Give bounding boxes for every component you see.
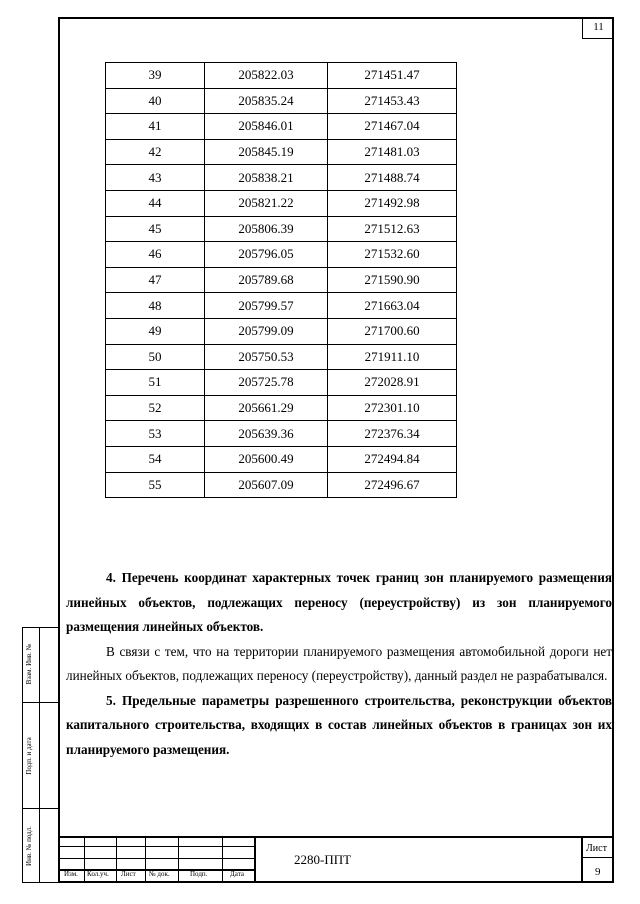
point-number-cell: 40 xyxy=(106,88,205,114)
side-label-podp: Подп. и дата xyxy=(25,737,33,775)
table-row xyxy=(106,267,457,293)
y-coordinate-cell: 271512.63 xyxy=(328,216,457,242)
x-coordinate-cell: 205845.19 xyxy=(205,139,328,165)
x-coordinate-cell: 205799.57 xyxy=(205,293,328,319)
point-number-cell: 44 xyxy=(106,190,205,216)
section-4 xyxy=(66,566,612,762)
point-number-cell: 49 xyxy=(106,318,205,344)
table-row xyxy=(106,216,457,242)
y-coordinate-cell: 271467.04 xyxy=(328,114,457,140)
x-coordinate-cell: 205806.39 xyxy=(205,216,328,242)
point-number-cell: 51 xyxy=(106,370,205,396)
point-number-cell: 53 xyxy=(106,421,205,447)
y-coordinate-cell: 272496.67 xyxy=(328,472,457,498)
x-coordinate-cell: 205661.29 xyxy=(205,395,328,421)
x-coordinate-cell: 205838.21 xyxy=(205,165,328,191)
tb-izm: Изм. xyxy=(64,870,78,878)
x-coordinate-cell: 205822.03 xyxy=(205,63,328,89)
y-coordinate-cell: 272301.10 xyxy=(328,395,457,421)
tb-koluch: Кол.уч. xyxy=(87,870,109,878)
side-strip xyxy=(22,627,58,883)
point-number-cell: 46 xyxy=(106,242,205,268)
point-number-cell: 45 xyxy=(106,216,205,242)
table-row xyxy=(106,472,457,498)
side-label-vzam: Взам. Инв. № xyxy=(25,643,33,685)
table-row xyxy=(106,165,457,191)
sheet-number: 9 xyxy=(595,866,601,878)
y-coordinate-cell: 271451.47 xyxy=(328,63,457,89)
point-number-cell: 42 xyxy=(106,139,205,165)
point-number-cell: 47 xyxy=(106,267,205,293)
side-label-inv: Инв. № подл. xyxy=(25,826,33,866)
table-row xyxy=(106,63,457,89)
y-coordinate-cell: 271481.03 xyxy=(328,139,457,165)
y-coordinate-cell: 271663.04 xyxy=(328,293,457,319)
x-coordinate-cell: 205789.68 xyxy=(205,267,328,293)
x-coordinate-cell: 205799.09 xyxy=(205,318,328,344)
section-5-heading: 5. Предельные параметры разрешенного строительства, реконструкции объектов капитального строительства, входящих в состав линейных объектов в границах зон их планируемого размещения. xyxy=(66,692,612,757)
table-row xyxy=(106,421,457,447)
table-row xyxy=(106,293,457,319)
point-number-cell: 50 xyxy=(106,344,205,370)
x-coordinate-cell: 205639.36 xyxy=(205,421,328,447)
sheet-label: Лист xyxy=(586,843,607,854)
table-row xyxy=(106,395,457,421)
table-row xyxy=(106,88,457,114)
table-row xyxy=(106,318,457,344)
table-row xyxy=(106,114,457,140)
y-coordinate-cell: 272028.91 xyxy=(328,370,457,396)
x-coordinate-cell: 205607.09 xyxy=(205,472,328,498)
table-row xyxy=(106,190,457,216)
tb-data: Дата xyxy=(230,870,244,878)
document-code: 2280-ППТ xyxy=(294,852,352,867)
point-number-cell: 48 xyxy=(106,293,205,319)
table-row xyxy=(106,344,457,370)
y-coordinate-cell: 271488.74 xyxy=(328,165,457,191)
table-row xyxy=(106,139,457,165)
x-coordinate-cell: 205750.53 xyxy=(205,344,328,370)
coordinates-table xyxy=(105,62,457,498)
point-number-cell: 39 xyxy=(106,63,205,89)
x-coordinate-cell: 205725.78 xyxy=(205,370,328,396)
table-row xyxy=(106,446,457,472)
x-coordinate-cell: 205835.24 xyxy=(205,88,328,114)
x-coordinate-cell: 205846.01 xyxy=(205,114,328,140)
point-number-cell: 55 xyxy=(106,472,205,498)
y-coordinate-cell: 272376.34 xyxy=(328,421,457,447)
page-top-number: 11 xyxy=(582,17,614,39)
y-coordinate-cell: 271590.90 xyxy=(328,267,457,293)
x-coordinate-cell: 205796.05 xyxy=(205,242,328,268)
y-coordinate-cell: 271492.98 xyxy=(328,190,457,216)
tb-podp: Подп. xyxy=(190,870,208,878)
y-coordinate-cell: 271532.60 xyxy=(328,242,457,268)
x-coordinate-cell: 205600.49 xyxy=(205,446,328,472)
y-coordinate-cell: 271453.43 xyxy=(328,88,457,114)
coordinates-table-body xyxy=(106,63,457,498)
table-row xyxy=(106,370,457,396)
table-row xyxy=(106,242,457,268)
point-number-cell: 52 xyxy=(106,395,205,421)
x-coordinate-cell: 205821.22 xyxy=(205,190,328,216)
y-coordinate-cell: 271911.10 xyxy=(328,344,457,370)
y-coordinate-cell: 272494.84 xyxy=(328,446,457,472)
section-4-body: В связи с тем, что на территории планируемого размещения автомобильной дороги нет линейных объектов, подлежащих переносу (переустройству), данный раздел не разрабатывался. xyxy=(66,643,612,683)
point-number-cell: 41 xyxy=(106,114,205,140)
tb-list: Лист xyxy=(121,870,136,878)
tb-ndok: № док. xyxy=(149,870,170,878)
title-block xyxy=(58,836,614,883)
y-coordinate-cell: 271700.60 xyxy=(328,318,457,344)
point-number-cell: 54 xyxy=(106,446,205,472)
point-number-cell: 43 xyxy=(106,165,205,191)
section-4-heading: 4. Перечень координат характерных точек границ зон планируемого размещения линейных объектов, подлежащих переносу (переустройству) из зон планируемого размещения линейных объектов. xyxy=(66,570,612,634)
